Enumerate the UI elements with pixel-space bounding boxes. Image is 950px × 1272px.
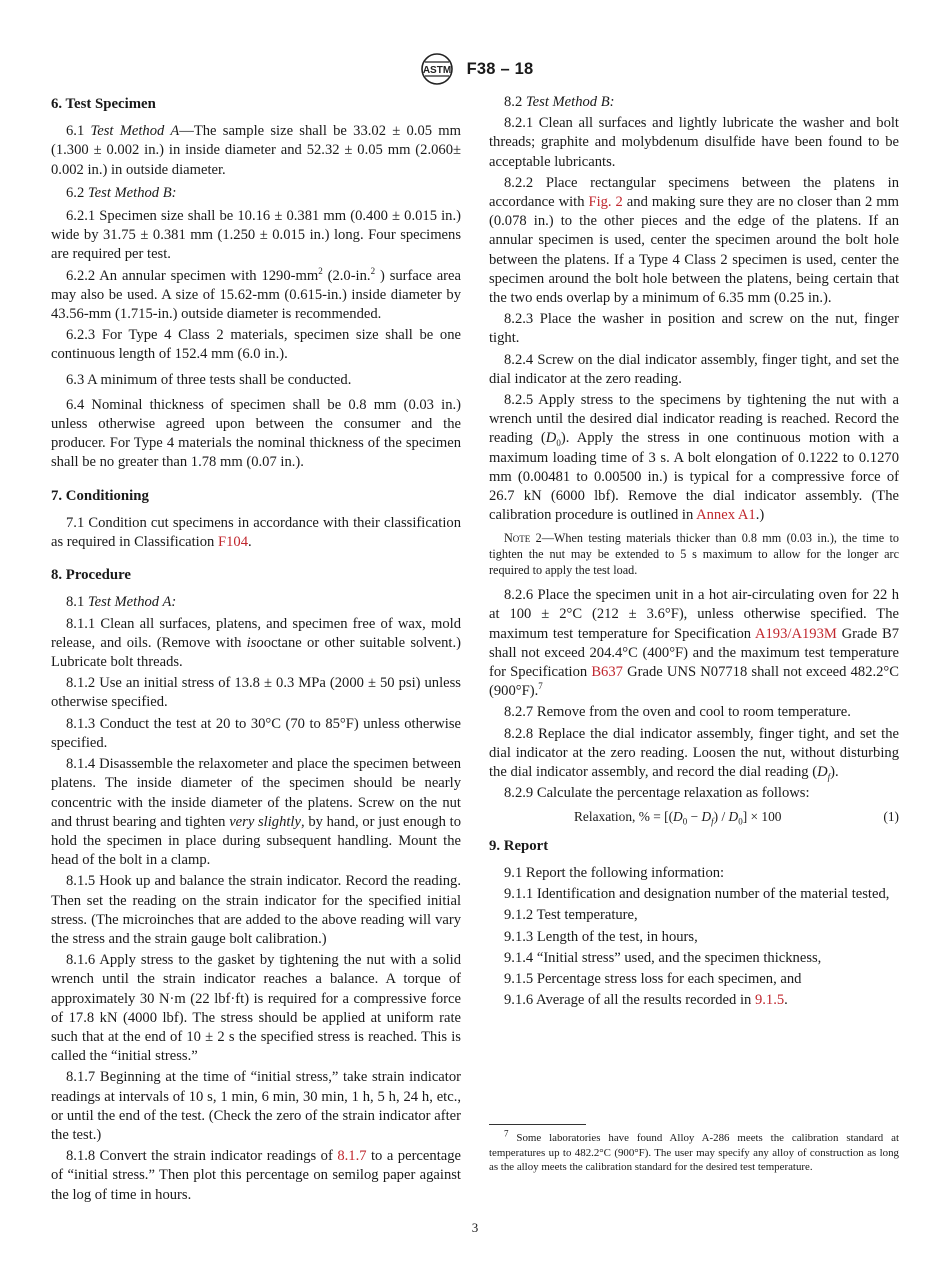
paragraph-8-1-8: 8.1.8 Convert the strain indicator readings of 8.1.7 to a percentage of “initial stress.” Then plot this percentage on semilog paper against the log of time in hours. [51,1148,461,1203]
paragraph-6-2-1: 6.2.1 Specimen size shall be 10.16 ± 0.381 mm (0.400 ± 0.015 in.) wide by 31.75 ± 0.381 mm (1.250 ± 0.015 in.) long. Four specimens are required per test. [51,208,461,263]
paragraph-8-2-8: 8.2.8 Replace the dial indicator assembly, finger tight, and set the dial indicator at the zero reading. Loosen the nut, without disturbing the dial indicator assembly, and record the dial reading $(D_f)$. [489,725,899,782]
ref-f104-link[interactable]: F104 [217,534,248,551]
footnote-7-marker: 7 [538,681,543,692]
paragraph-6-1: 6.1 Test Method A—The sample size shall be 33.02 ± 0.05 mm (1.300 ± 0.002 in.) in inside diameter and 52.32 ± 0.05 mm (2.060± 0.002 in.) in outside diameter. [51,123,462,178]
paragraph-9-1: 9.1 Report the following information: [504,864,725,881]
paragraph-9-1-2: 9.1.2 Test temperature, [504,907,638,924]
footnote-divider [489,1124,586,1125]
paragraph-8-2-1: 8.2.1 Clean all surfaces and lightly lubricate the washer and bolt threads; graphite and molybdenum disulfide have been found to be acceptable lubricants. [489,115,899,170]
paragraph-6-2-2: 6.2.2 An annular specimen with $1290-mm^2$ (2.0-in.$^2$ ) surface area may also be used. A size of 15.62-mm (0.615-in.) inside diameter by 43.56-mm (1.715-in.) outside diameter is recommended. [51,265,461,323]
equation-body: Relaxation, % = $[(D_0 - D_f) / D_0] \times 100$ [574,809,782,828]
astm-logo-text: ASTM [422,65,451,76]
paragraph-8-1-2: 8.1.2 Use an initial stress of 13.8 ± 0.3 MPa (2000 ± 50 psi) unless otherwise specified. [51,675,461,711]
paragraph-8-1-6: 8.1.6 Apply stress to the gasket by tightening the nut with a solid wrench until the strain indicator reaches a balance. A torque of approximately 30 N·m (22 lbf·ft) is required for a compressive force of 17.8 kN (4000 lbf). The stress should be applied at uniform rate such that at the end of 10 ± 2 s the specified stress is reached. This is called the “initial stress.” [51,952,461,1065]
paragraph-8-2-4: 8.2.4 Screw on the dial indicator assembly, finger tight, and set the dial indicator at the zero reading. [489,351,899,387]
section-8-heading: 8. Procedure [51,567,131,584]
page-header [0,52,950,86]
paragraph-6-4: 6.4 Nominal thickness of specimen shall be 0.8 mm (0.03 in.) unless otherwise agreed upon between the consumer and the producer. For Type 4 materials the nominal thickness of the specimen shall be no greater than 1.78 mm (0.07 in.). [51,396,461,471]
paragraph-8-2-7: 8.2.7 Remove from the oven and cool to room temperature. [504,704,851,721]
equation-number: (1) [883,809,899,825]
paragraph-8-2-2: 8.2.2 Place rectangular specimens between the platens in accordance with Fig. 2 and making sure they are no closer than 2 mm (0.078 in.) to the other pieces and the edge of the platens. If an annular specimen is used, center the specimen around the bolt hole between the platens. If a Type 4 Class 2 specimen is used, center the specimen around the bolt hole between the platens, being certain that the two ends overlap by a minimum of 6.35 mm (0.25 in.). [489,174,900,307]
ref-b637-link[interactable]: B637 [591,664,623,681]
right-column [489,93,899,1012]
paragraph-6-3: 6.3 A minimum of three tests shall be conducted. [66,371,352,388]
paragraph-8-2-9: 8.2.9 Calculate the percentage relaxation as follows: [504,785,810,802]
section-7-heading: 7. Conditioning [51,487,149,504]
paragraph-8-1-1: 8.1.1 Clean all surfaces, platens, and specimen free of wax, mold release, and oils. (Remove with isooctane or other suitable solvent.) Lubricate bolt threads. [51,615,461,671]
paragraph-9-1-3: 9.1.3 Length of the test, in hours, [504,928,698,945]
footnote-7-text: $^7$ Some laboratories have found Alloy A-286 meets the calibration standard at temperatures up to 482.2°C (900°F). The user may specify any alloy of construction as long as the alloy meets the calibration standard for the desired test temperature. [489,1128,899,1173]
paragraph-6-2: 6.2 Test Method B: [66,184,177,201]
ref-a193-link[interactable]: A193/A193M [754,625,837,642]
ref-fig-2-link[interactable]: Fig. 2 [588,194,623,211]
paragraph-8-1: 8.1 Test Method A: [66,594,177,611]
paragraph-8-2-6: 8.2.6 Place the specimen unit in a hot air-circulating oven for 22 h at 100 ± 2°C (212 ± 3.6°F), unless otherwise specified. The maximum test temperature for Specification A193/A193M Grade B7 shall not exceed 204.4°C (400°F) and the maximum test temperature for Specification B637 Grade UNS N07718 shall not exceed 482.2°C (900°F).$^7$ [489,587,900,700]
ref-9-1-5-link[interactable]: 9.1.5 [754,992,785,1009]
paragraph-9-1-5: 9.1.5 Percentage stress loss for each specimen, and [504,970,802,987]
footnote-7 [489,1124,899,1175]
astm-logo-icon [417,52,457,86]
note-2: Note 2—When testing materials thicker than 0.8 mm (0.03 in.), the time to tighten the nut may be extended to 5 s maximum to allow for the longer arc required to apply the test load. [489,531,899,577]
ref-8-1-7-link[interactable]: 8.1.7 [337,1148,367,1165]
paragraph-9-1-4: 9.1.4 “Initial stress” used, and the specimen thickness, [504,949,822,966]
paragraph-8-2-3: 8.2.3 Place the washer in position and screw on the nut, finger tight. [489,311,899,347]
standard-designation: F38 – 18 [466,59,534,78]
equation-1 [489,807,899,826]
paragraph-8-1-7: 8.1.7 Beginning at the time of “initial stress,” take strain indicator readings at intervals of 10 s, 1 min, 6 min, 30 min, 1 h, 5 h, 24 h, etc., or until the end of the test. (Check the zero of the strain indicator after the test.) [51,1069,461,1143]
paragraph-6-2-3: 6.2.3 For Type 4 Class 2 materials, specimen size shall be one continuous length of 152.4 mm (6.0 in.). [51,327,461,363]
page-number: 3 [471,1220,479,1235]
ref-annex-a1-link[interactable]: Annex A1 [696,507,756,524]
section-6-heading: 6. Test Specimen [51,96,156,112]
paragraph-8-2-5: 8.2.5 Apply stress to the specimens by tightening the nut with a wrench until the desired dial indicator reading is reached. Record the reading $(D_0)$. Apply the stress in one continuous motion with a maximum loading time of 3 s. A bolt elongation of 0.1222 to 0.1270 mm (0.00481 to 0.00500 in.) is typical for a compressive force of 26.7 kN (6000 lbf). Remove the dial indicator assembly. (The calibration procedure is outlined in Annex A1.) [489,392,899,524]
paragraph-8-1-5: 8.1.5 Hook up and balance the strain indicator. Record the reading. Then set the reading on the strain indicator for the specified initial stress. (The microinches that are added to the above reading will vary the stress and the strain gauge bolt calibration.) [51,873,461,947]
paragraph-9-1-1: 9.1.1 Identification and designation number of the material tested, [504,886,890,903]
left-column [51,93,461,1207]
section-9-heading: 9. Report [489,837,549,854]
paragraph-8-1-4: 8.1.4 Disassemble the relaxometer and place the specimen between platens. The inside diameter of the specimen should be nearly concentric with the inside diameter of the platens. Screw on the nut and thrust bearing and tighten very slightly, by hand, or just enough to hold the specimen in place during subsequent handling. Mount the head of the bolt in a clamp. [51,756,461,869]
paragraph-8-2: 8.2 Test Method B: [504,94,615,110]
paragraph-8-1-3: 8.1.3 Conduct the test at 20 to 30°C (70 to 85°F) unless otherwise specified. [51,715,461,751]
paragraph-9-1-6: 9.1.6 Average of all the results recorded in 9.1.5. [504,992,788,1009]
paragraph-7-1: 7.1 Condition cut specimens in accordance with their classification as required in Classification F104. [51,514,461,551]
